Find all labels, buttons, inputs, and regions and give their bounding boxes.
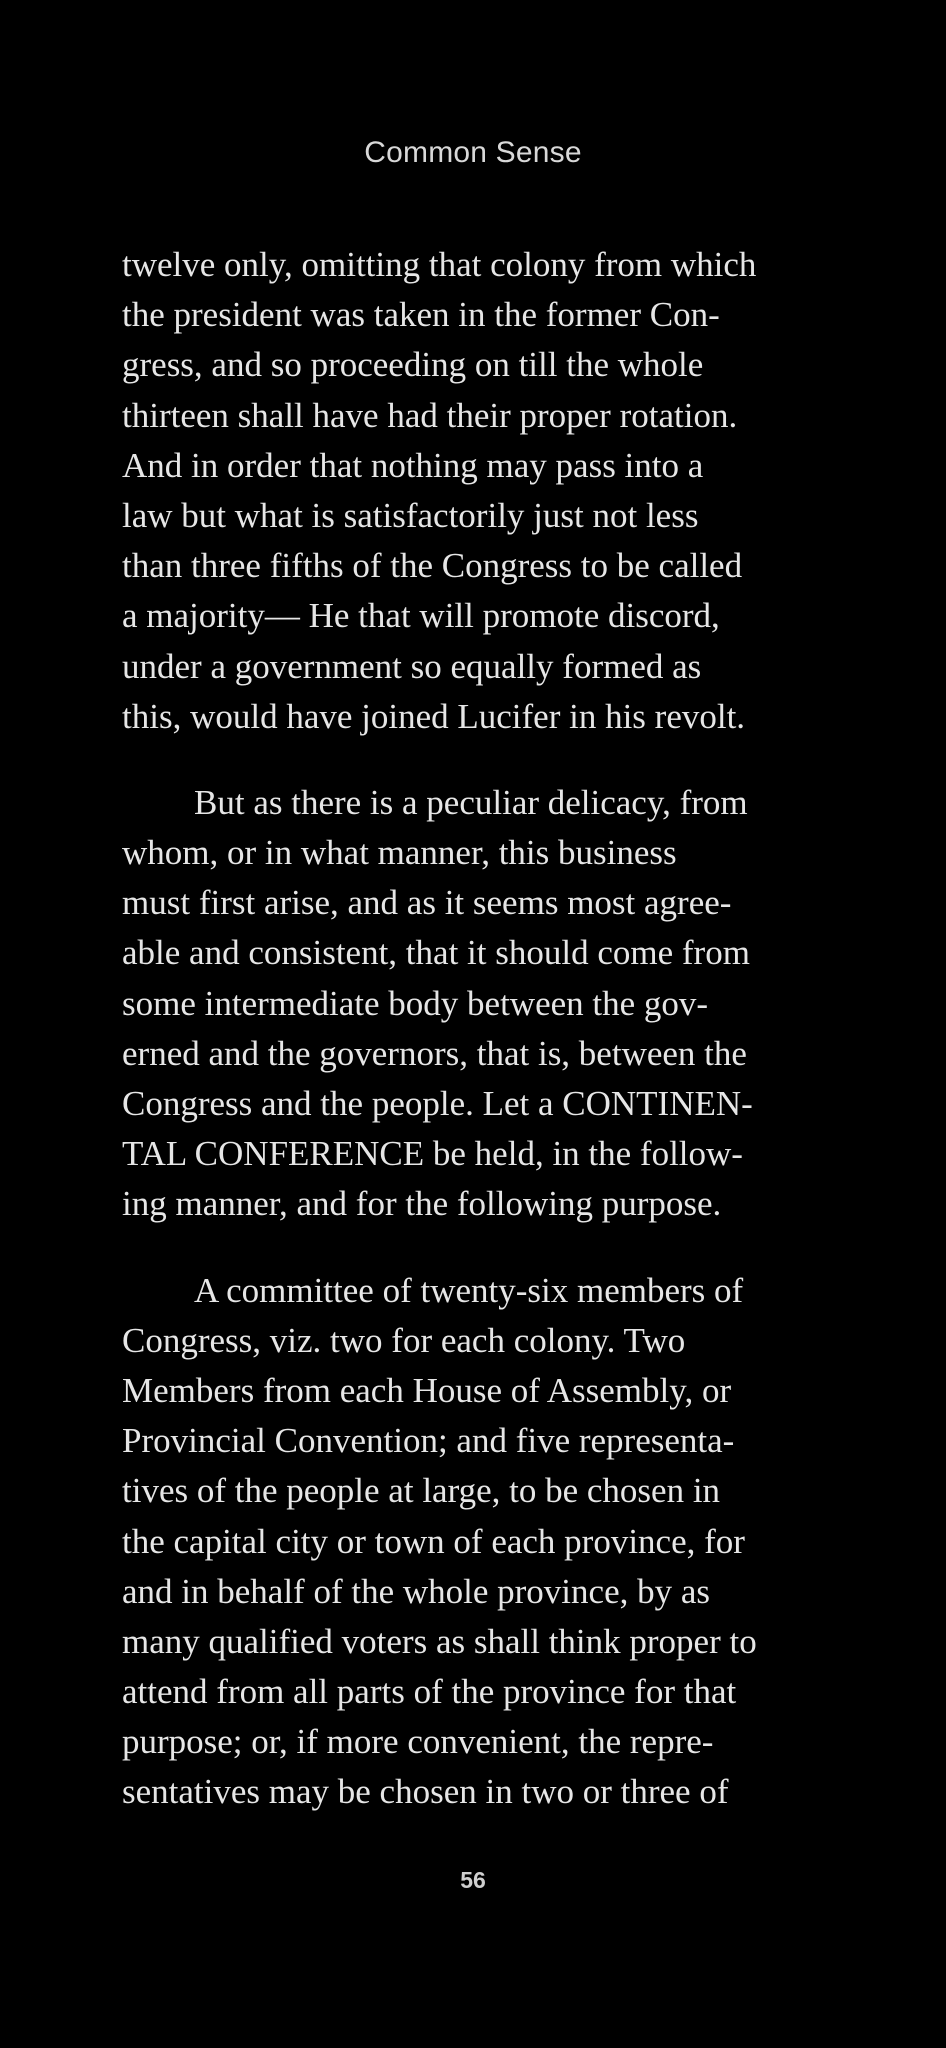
- text-line: under a government so equally formed as: [122, 646, 702, 686]
- text-line: twelve only, omitting that colony from which: [122, 245, 757, 284]
- text-line: purpose; or, if more convenient, the repre-: [122, 1722, 714, 1762]
- text-line: a majority— He that will promote discord,: [122, 596, 720, 636]
- text-line: must first arise, and as it seems most agree-: [122, 883, 732, 923]
- text-line: law but what is satisfactorily just not less: [122, 495, 699, 535]
- book-title: Common Sense: [364, 136, 582, 169]
- text-line: tives of the people at large, to be chosen in: [122, 1471, 721, 1511]
- text-line: ing manner, and for the following purpose.: [122, 1184, 722, 1224]
- text-line: and in behalf of the whole province, by as: [122, 1571, 711, 1611]
- text-line: And in order that nothing may pass into a: [122, 445, 704, 485]
- text-line: Provincial Convention; and five representa-: [122, 1421, 735, 1461]
- text-line: thirteen shall have had their proper rotation.: [122, 395, 738, 435]
- text-line: whom, or in what manner, this business: [122, 833, 677, 873]
- paragraph-1: [122, 240, 864, 742]
- text-line: TAL CONFERENCE be held, in the follow-: [122, 1134, 743, 1174]
- text-line: many qualified voters as shall think proper to: [122, 1621, 757, 1661]
- text-line: the president was taken in the former Con-: [122, 295, 720, 335]
- text-line: erned and the governors, that is, between the: [122, 1033, 747, 1073]
- text-line: Members from each House of Assembly, or: [122, 1370, 732, 1410]
- text-line: attend from all parts of the province for that: [122, 1672, 737, 1712]
- text-line: But as there is a peculiar delicacy, from: [194, 782, 748, 822]
- text-line: some intermediate body between the gov-: [122, 983, 709, 1023]
- page-number: 56: [460, 1867, 486, 1893]
- paragraph-3: [122, 1266, 864, 1818]
- text-line: the capital city or town of each province, for: [122, 1521, 745, 1561]
- text-line: than three fifths of the Congress to be called: [122, 546, 743, 586]
- text-line: Congress, viz. two for each colony. Two: [122, 1320, 686, 1360]
- text-line: sentatives may be chosen in two or three of: [122, 1772, 729, 1812]
- text-line: gress, and so proceeding on till the whole: [122, 345, 704, 385]
- text-line: this, would have joined Lucifer in his revolt.: [122, 696, 746, 736]
- text-line: A committee of twenty-six members of: [194, 1270, 744, 1310]
- paragraph-2: [122, 778, 864, 1230]
- reader-page-content[interactable]: [122, 240, 864, 1818]
- text-line: Congress and the people. Let a CONTINEN-: [122, 1084, 753, 1123]
- text-line: able and consistent, that it should come from: [122, 933, 750, 973]
